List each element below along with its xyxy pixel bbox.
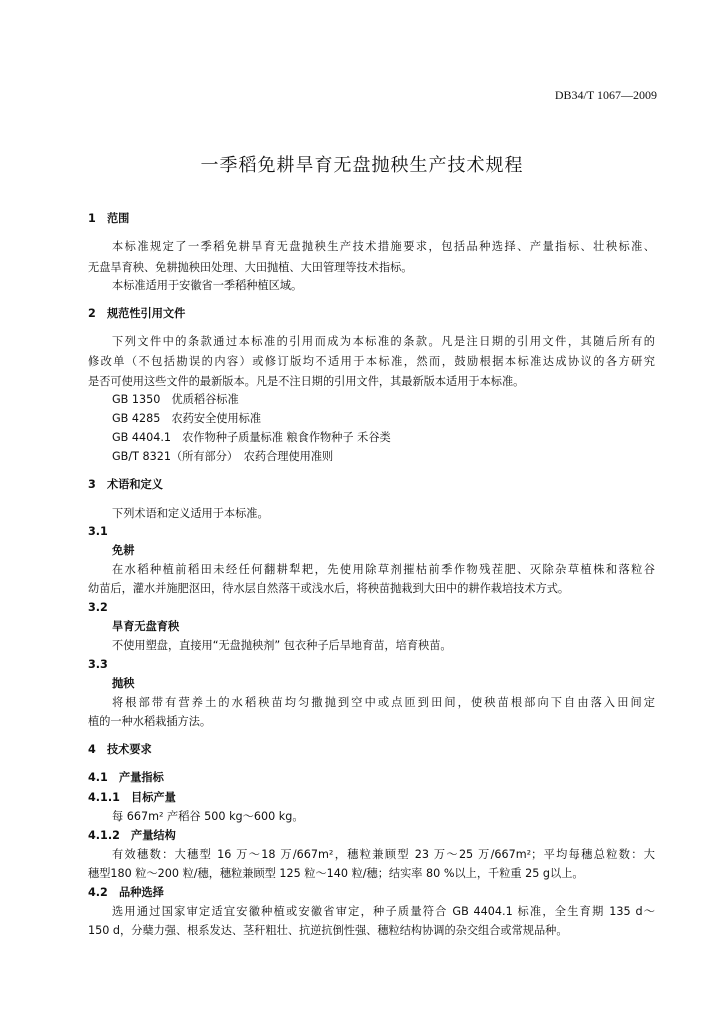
section-2-para-line: 是否可使用这些文件的最新版本。凡是不注日期的引用文件，其最新版本适用于本标准。 [88, 375, 525, 388]
section-1-scope: 本标准适用于安徽省一季稻种植区域。 [112, 279, 303, 292]
section-2-para-line: 下列文件中的条款通过本标准的引用而成为本标准的条款。凡是注日期的引用文件，其随后所有的 [112, 335, 655, 348]
term-name: 旱育无盘育秧 [112, 620, 180, 633]
variety-selection-line: 150 d，分蘖力强、根系发达、茎秆粗壮、抗逆抗倒性强、穗粒结构协调的杂交组合或常规品种。 [88, 924, 568, 937]
term-number: 3.2 [88, 601, 108, 614]
subsection-heading: 4.1 产量指标 [88, 771, 164, 784]
term-definition-line: 幼苗后，灌水并施肥沤田，待水层自然落干或浅水后，将秧苗抛栽到大田中的耕作栽培技术方式。 [88, 582, 570, 595]
section-4-heading: 4 技术要求 [88, 743, 152, 756]
section-2-para-line: 修改单（不包括勘误的内容）或修订版均不适用于本标准，然而，鼓励根据本标准达成协议的各方研究 [88, 355, 655, 368]
document-title: 一季稻免耕旱育无盘抛秧生产技术规程 [200, 155, 524, 176]
section-2-heading: 2 规范性引用文件 [88, 307, 186, 320]
section-1-para-line: 无盘旱育秧、免耕抛秧田处理、大田抛植、大田管理等技术指标。 [88, 261, 413, 274]
yield-structure-line: 穗型180 粒～200 粒/穗，穗粒兼顾型 125 粒～140 粒/穗；结实率 80 %以上，千粒重 25 g以上。 [88, 867, 584, 880]
section-1-heading: 1 范围 [88, 212, 130, 225]
section-3-intro: 下列术语和定义适用于本标准。 [112, 507, 269, 520]
term-name: 免耕 [112, 544, 135, 557]
term-number: 3.3 [88, 658, 108, 671]
term-definition-line: 在水稻种植前稻田未经任何翻耕犁耙，先使用除草剂摧枯前季作物残茬肥、灭除杂草植株和落粒谷 [112, 563, 655, 576]
target-yield-text: 每 667m² 产稻谷 500 kg～600 kg。 [112, 810, 304, 823]
reference-item: GB/T 8321（所有部分） 农药合理使用准则 [112, 450, 334, 463]
subsection-heading: 4.2 品种选择 [88, 886, 164, 899]
section-3-heading: 3 术语和定义 [88, 478, 163, 491]
reference-item: GB 4404.1 农作物种子质量标准 粮食作物种子 禾谷类 [112, 431, 391, 444]
term-definition-line: 不使用塑盘，直接用“无盘抛秧剂” 包衣种子后旱地育苗，培育秧苗。 [112, 639, 452, 652]
reference-item: GB 1350 优质稻谷标准 [112, 393, 239, 406]
term-name: 抛秧 [112, 677, 135, 690]
subsection-heading: 4.1.1 目标产量 [88, 791, 176, 804]
section-1-para-line: 本标准规定了一季稻免耕旱育无盘抛秧生产技术措施要求，包括品种选择、产量指标、壮秧标准、 [112, 240, 655, 253]
subsection-heading: 4.1.2 产量结构 [88, 829, 176, 842]
variety-selection-line: 选用通过国家审定适宜安徽种植或安徽省审定，种子质量符合 GB 4404.1 标准，全生育期 135 d～ [112, 905, 655, 918]
term-definition-line: 将根部带有营养土的水稻秧苗均匀撒抛到空中或点匝到田间，使秧苗根部向下自由落入田间定 [112, 696, 655, 709]
reference-item: GB 4285 农药安全使用标准 [112, 412, 262, 425]
term-definition-line: 植的一种水稻栽插方法。 [88, 715, 212, 728]
standard-code: DB34/T 1067—2009 [554, 88, 657, 102]
term-number: 3.1 [88, 525, 108, 538]
yield-structure-line: 有效穗数：大穗型 16 万～18 万/667m²，穗粒兼顾型 23 万～25 万/667m²；平均每穗总粒数：大 [112, 848, 655, 861]
